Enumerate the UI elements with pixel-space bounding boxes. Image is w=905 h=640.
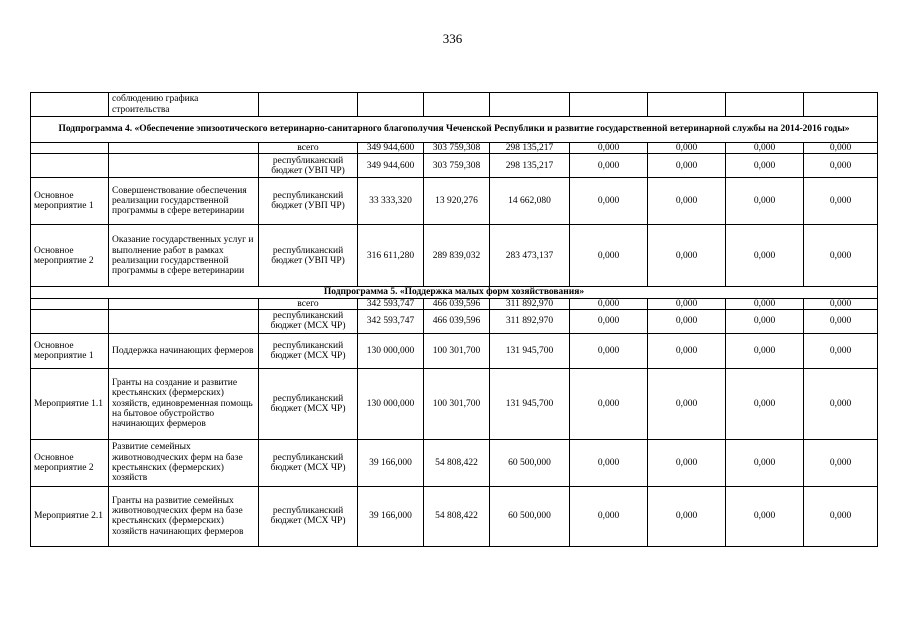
- table-row: [31, 178, 878, 225]
- amount-cell: 14 662,080: [490, 178, 570, 225]
- amount-cell: 131 945,700: [490, 333, 570, 368]
- amount-cell: 0,000: [570, 154, 648, 178]
- amount-cell: 342 593,747: [358, 298, 424, 309]
- amount-cell: 0,000: [648, 486, 726, 546]
- amount-cell: 298 135,217: [490, 143, 570, 154]
- amount-cell: 0,000: [726, 333, 804, 368]
- table-row: [31, 93, 878, 117]
- empty-cell: [648, 93, 726, 117]
- empty-cell: [424, 93, 490, 117]
- event-code-cell: Мероприятие 1.1: [31, 368, 109, 439]
- amount-cell: 13 920,276: [424, 178, 490, 225]
- amount-cell: 39 166,000: [358, 486, 424, 546]
- amount-cell: 349 944,600: [358, 143, 424, 154]
- funding-source-cell: республиканский бюджет (МСХ ЧР): [259, 486, 358, 546]
- table-row: [31, 439, 878, 486]
- amount-cell: 0,000: [804, 178, 878, 225]
- subprogram-title: Подпрограмма 5. «Поддержка малых форм хозяйствования»: [31, 287, 878, 298]
- amount-cell: 283 473,137: [490, 225, 570, 287]
- table-row: [31, 298, 878, 309]
- funding-source-cell: республиканский бюджет (МСХ ЧР): [259, 309, 358, 333]
- amount-cell: 0,000: [648, 298, 726, 309]
- amount-cell: 0,000: [804, 225, 878, 287]
- amount-cell: 0,000: [648, 368, 726, 439]
- amount-cell: 0,000: [648, 439, 726, 486]
- event-code-cell: [31, 154, 109, 178]
- table-row: [31, 486, 878, 546]
- funding-source-cell: республиканский бюджет (МСХ ЧР): [259, 439, 358, 486]
- amount-cell: 0,000: [570, 178, 648, 225]
- amount-cell: 54 808,422: [424, 486, 490, 546]
- empty-cell: [570, 93, 648, 117]
- amount-cell: 298 135,217: [490, 154, 570, 178]
- amount-cell: 0,000: [804, 154, 878, 178]
- amount-cell: 0,000: [726, 486, 804, 546]
- event-name-cell: Гранты на создание и развитие крестьянских (фермерских) хозяйств, единовременная помощь на бытовое обустройство начинающих фермеров: [109, 368, 259, 439]
- amount-cell: 60 500,000: [490, 486, 570, 546]
- amount-cell: 303 759,308: [424, 143, 490, 154]
- amount-cell: 131 945,700: [490, 368, 570, 439]
- amount-cell: 466 039,596: [424, 309, 490, 333]
- empty-cell: [726, 93, 804, 117]
- amount-cell: 33 333,320: [358, 178, 424, 225]
- event-name-cell: [109, 154, 259, 178]
- amount-cell: 0,000: [570, 333, 648, 368]
- empty-cell: [490, 93, 570, 117]
- event-name-cell: [109, 298, 259, 309]
- event-name-cell: соблюдению графика строительства: [109, 93, 259, 117]
- amount-cell: 0,000: [804, 309, 878, 333]
- amount-cell: 0,000: [648, 225, 726, 287]
- table-row: [31, 309, 878, 333]
- table-row: [31, 225, 878, 287]
- event-code-cell: Основное мероприятие 1: [31, 333, 109, 368]
- event-name-cell: Развитие семейных животноводческих ферм на базе крестьянских (фермерских) хозяйств: [109, 439, 259, 486]
- amount-cell: 0,000: [726, 309, 804, 333]
- amount-cell: 0,000: [648, 178, 726, 225]
- subprogram-title: Подпрограмма 4. «Обеспечение эпизоотического ветеринарно-санитарного благополучия Чеченской Республики и развитие государственной ветеринарной службы на 2014-2016 годы»: [31, 117, 878, 143]
- amount-cell: 0,000: [726, 178, 804, 225]
- amount-cell: 0,000: [726, 439, 804, 486]
- amount-cell: 311 892,970: [490, 298, 570, 309]
- funding-source-cell: республиканский бюджет (УВП ЧР): [259, 225, 358, 287]
- amount-cell: 0,000: [648, 309, 726, 333]
- amount-cell: 0,000: [570, 225, 648, 287]
- table-row: [31, 368, 878, 439]
- amount-cell: 0,000: [648, 333, 726, 368]
- amount-cell: 0,000: [804, 486, 878, 546]
- amount-cell: 0,000: [648, 143, 726, 154]
- event-code-cell: Основное мероприятие 1: [31, 178, 109, 225]
- empty-cell: [358, 93, 424, 117]
- amount-cell: 0,000: [804, 298, 878, 309]
- amount-cell: 0,000: [726, 368, 804, 439]
- amount-cell: 60 500,000: [490, 439, 570, 486]
- funding-source-cell: республиканский бюджет (МСХ ЧР): [259, 368, 358, 439]
- amount-cell: 39 166,000: [358, 439, 424, 486]
- event-code-cell: [31, 143, 109, 154]
- empty-cell: [259, 93, 358, 117]
- amount-cell: 316 611,280: [358, 225, 424, 287]
- amount-cell: 0,000: [570, 486, 648, 546]
- subprogram-row: [31, 287, 878, 298]
- amount-cell: 0,000: [804, 368, 878, 439]
- amount-cell: 54 808,422: [424, 439, 490, 486]
- table-row: [31, 154, 878, 178]
- table-row: [31, 333, 878, 368]
- amount-cell: 0,000: [804, 439, 878, 486]
- event-name-cell: [109, 309, 259, 333]
- funding-source-cell: республиканский бюджет (УВП ЧР): [259, 178, 358, 225]
- amount-cell: 466 039,596: [424, 298, 490, 309]
- amount-cell: 0,000: [570, 368, 648, 439]
- funding-source-cell: республиканский бюджет (МСХ ЧР): [259, 333, 358, 368]
- event-code-cell: [31, 298, 109, 309]
- page-number: 336: [442, 31, 463, 46]
- event-code-cell: Основное мероприятие 2: [31, 439, 109, 486]
- amount-cell: 130 000,000: [358, 368, 424, 439]
- event-name-cell: Гранты на развитие семейных животноводческих ферм на базе крестьянских (фермерских) хозяйств начинающих фермеров: [109, 486, 259, 546]
- amount-cell: 100 301,700: [424, 368, 490, 439]
- subprogram-row: [31, 117, 878, 143]
- event-code-cell: [31, 309, 109, 333]
- event-code-cell: [31, 93, 109, 117]
- amount-cell: 289 839,032: [424, 225, 490, 287]
- amount-cell: 0,000: [570, 309, 648, 333]
- amount-cell: 303 759,308: [424, 154, 490, 178]
- budget-table: [30, 92, 878, 547]
- table-row: [31, 143, 878, 154]
- amount-cell: 100 301,700: [424, 333, 490, 368]
- event-name-cell: Поддержка начинающих фермеров: [109, 333, 259, 368]
- event-name-cell: Оказание государственных услуг и выполнение работ в рамках реализации государственной программы в сфере ветеринарии: [109, 225, 259, 287]
- event-code-cell: Основное мероприятие 2: [31, 225, 109, 287]
- empty-cell: [804, 93, 878, 117]
- amount-cell: 0,000: [570, 439, 648, 486]
- funding-source-cell: республиканский бюджет (УВП ЧР): [259, 154, 358, 178]
- amount-cell: 130 000,000: [358, 333, 424, 368]
- amount-cell: 0,000: [804, 333, 878, 368]
- event-name-cell: [109, 143, 259, 154]
- amount-cell: 0,000: [726, 298, 804, 309]
- event-name-cell: Совершенствование обеспечения реализации государственной программы в сфере ветеринарии: [109, 178, 259, 225]
- amount-cell: 0,000: [726, 225, 804, 287]
- amount-cell: 311 892,970: [490, 309, 570, 333]
- amount-cell: 0,000: [726, 143, 804, 154]
- funding-source-cell: всего: [259, 143, 358, 154]
- event-code-cell: Мероприятие 2.1: [31, 486, 109, 546]
- amount-cell: 0,000: [804, 143, 878, 154]
- amount-cell: 349 944,600: [358, 154, 424, 178]
- amount-cell: 342 593,747: [358, 309, 424, 333]
- amount-cell: 0,000: [570, 143, 648, 154]
- amount-cell: 0,000: [648, 154, 726, 178]
- amount-cell: 0,000: [726, 154, 804, 178]
- funding-source-cell: всего: [259, 298, 358, 309]
- amount-cell: 0,000: [570, 298, 648, 309]
